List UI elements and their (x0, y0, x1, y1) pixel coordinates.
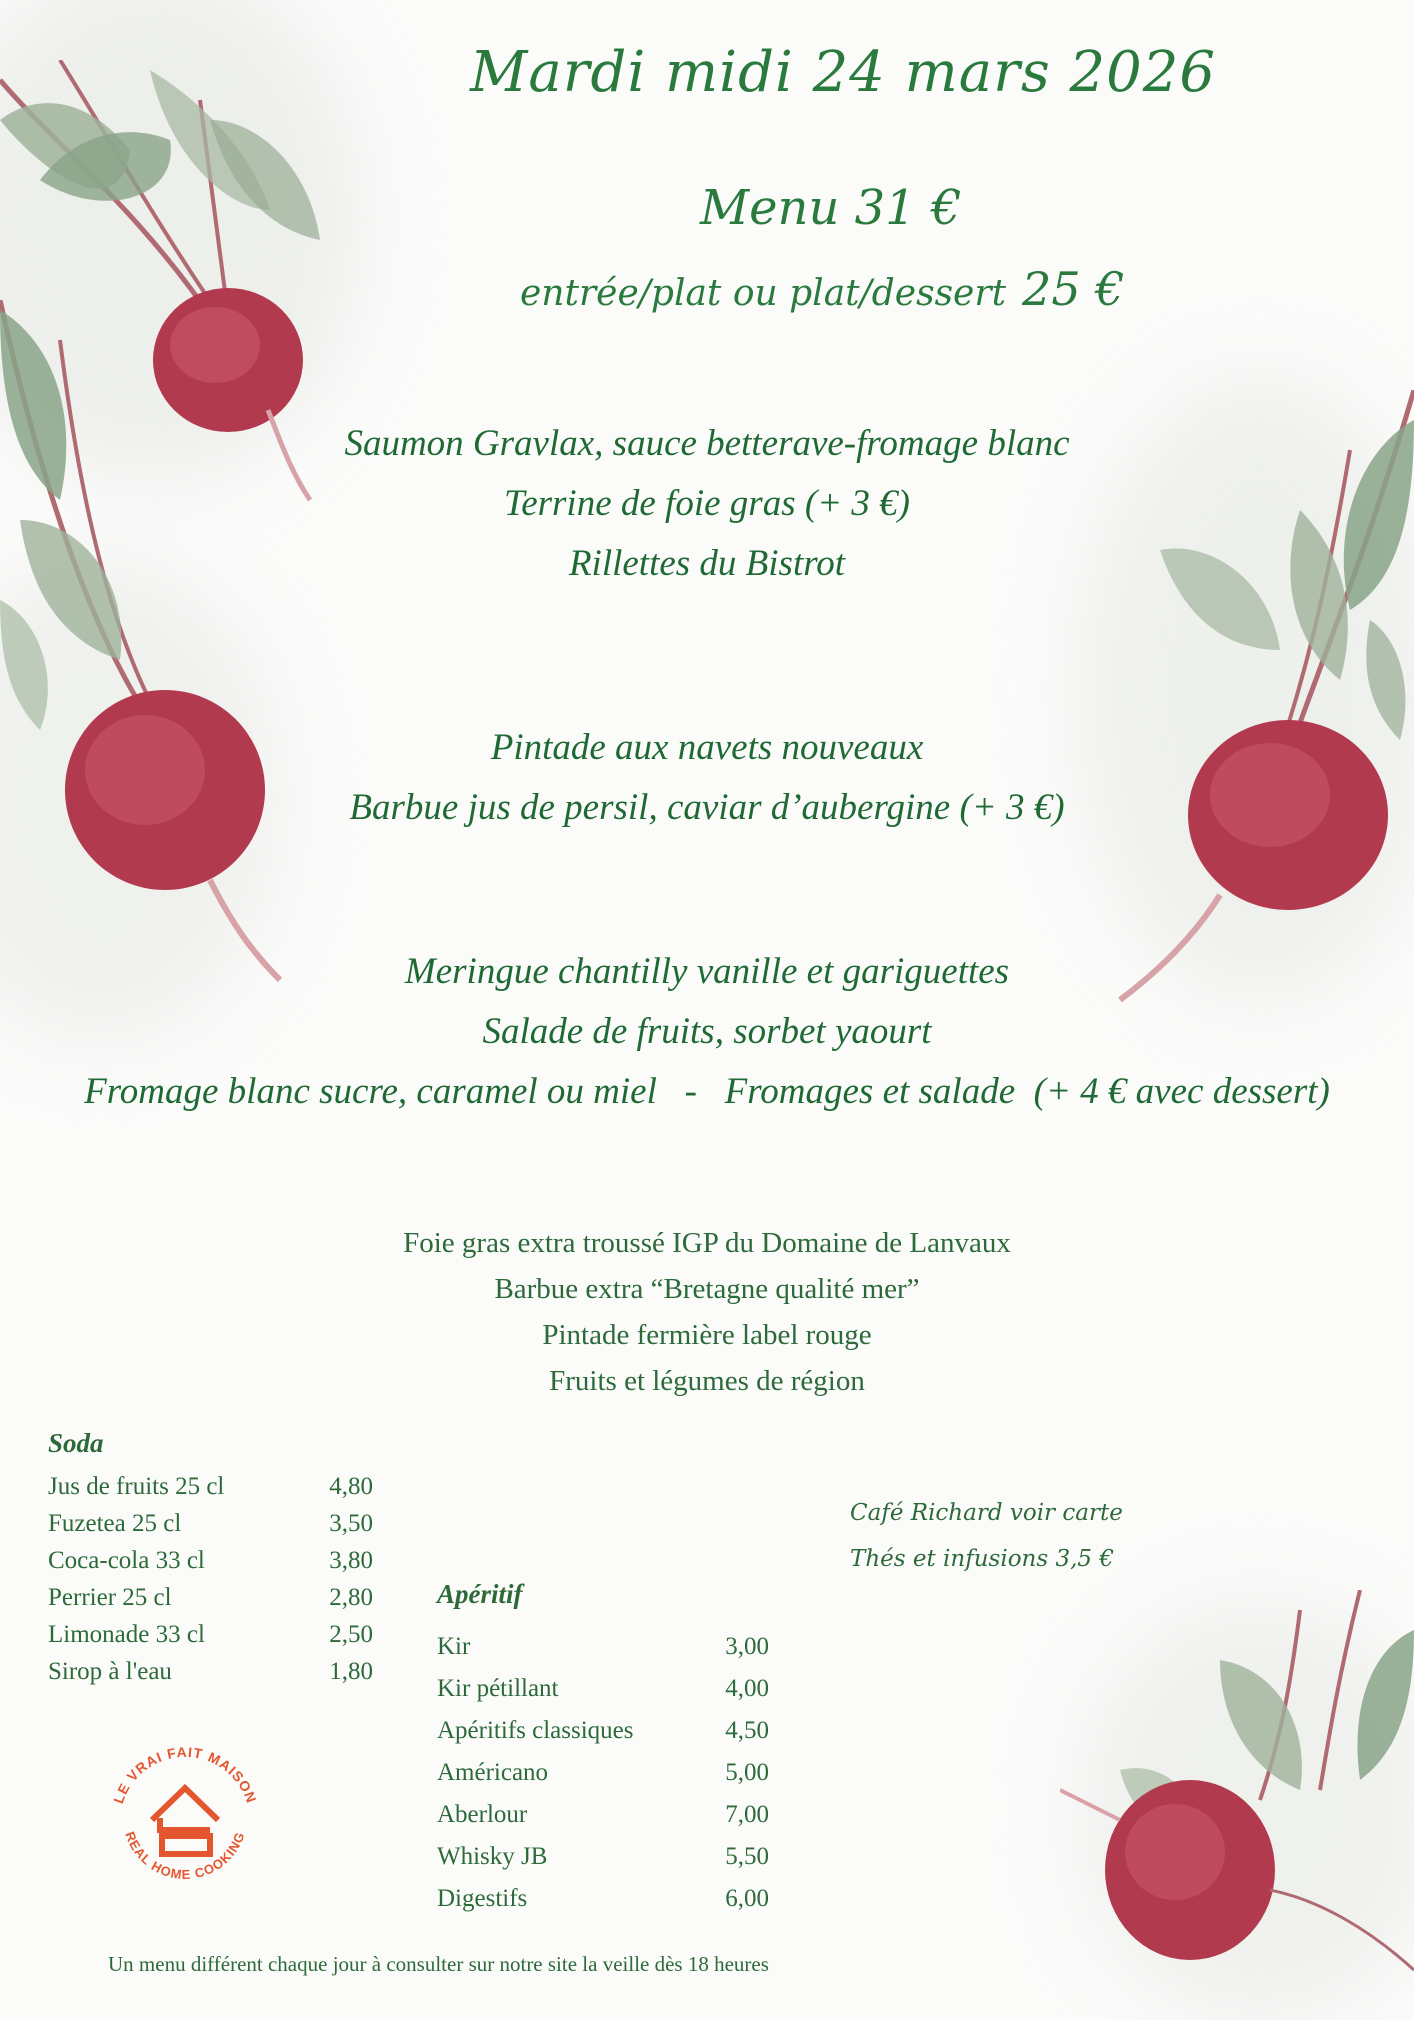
drink-price: 3,50 (329, 1510, 373, 1537)
drink-price: 4,00 (725, 1675, 769, 1702)
drink-price: 4,80 (329, 1473, 373, 1500)
sourcing-notes (0, 1220, 1414, 1404)
drink-name: Coca-cola 33 cl (48, 1547, 205, 1574)
drink-name: Américano (437, 1759, 549, 1786)
source-line: Barbue extra “Bretagne qualité mer” (494, 1273, 920, 1305)
starter-item: Terrine de foie gras (+ 3 €) (504, 483, 910, 524)
starter-item: Rillettes du Bistrot (568, 543, 846, 584)
fait-maison-logo (100, 1730, 270, 1900)
drink-price: 3,80 (329, 1547, 373, 1574)
soda-row (48, 1653, 373, 1690)
aperitif-row (437, 1668, 769, 1710)
soda-row (48, 1616, 373, 1653)
drink-name: Sirop à l'eau (48, 1658, 172, 1685)
aperitif-row (437, 1752, 769, 1794)
soda-row (48, 1579, 373, 1616)
drink-price: 5,50 (725, 1843, 769, 1870)
beet-illustration (1060, 1590, 1414, 2000)
aperitif-row (437, 1878, 769, 1920)
dessert-item: Salade de fruits, sorbet yaourt (482, 1011, 932, 1052)
drink-name: Kir (437, 1633, 471, 1660)
drink-price: 3,00 (725, 1633, 769, 1660)
source-line: Foie gras extra troussé IGP du Domaine de Lanvaux (403, 1227, 1011, 1259)
soda-row (48, 1468, 373, 1505)
drink-price: 2,50 (329, 1621, 373, 1648)
menu-price: Menu 31 € (700, 180, 962, 236)
drink-price: 1,80 (329, 1658, 373, 1685)
source-line: Pintade fermière label rouge (542, 1319, 872, 1351)
menu-date: Mardi midi 24 mars 2026 (470, 40, 1216, 105)
drink-price: 4,50 (725, 1717, 769, 1744)
drink-name: Fuzetea 25 cl (48, 1510, 182, 1537)
svg-text:LE VRAI FAIT MAISON (110, 1744, 260, 1806)
starter-item: Saumon Gravlax, sauce betterave-fromage blanc (344, 423, 1070, 464)
drink-name: Perrier 25 cl (48, 1584, 172, 1611)
drink-name: Aberlour (437, 1801, 528, 1828)
formula-price: 25 € (1022, 262, 1125, 316)
logo-bottom-text: REAL HOME COOKING (122, 1829, 248, 1883)
aperitif-row (437, 1836, 769, 1878)
dessert-item: Meringue chantilly vanille et gariguettes (404, 951, 1010, 992)
main-item: Barbue jus de persil, caviar d’aubergine (+ 3 €) (349, 787, 1065, 828)
aperitif-list (437, 1574, 769, 1920)
aperitif-title: Apéritif (437, 1579, 523, 1609)
logo-top-text: LE VRAI FAIT MAISON (109, 1743, 261, 1806)
cafe-notes (850, 1490, 1250, 1582)
drink-name: Kir pétillant (437, 1675, 559, 1702)
drink-price: 7,00 (725, 1801, 769, 1828)
drink-price: 2,80 (329, 1584, 373, 1611)
drink-price: 5,00 (725, 1759, 769, 1786)
drink-name: Limonade 33 cl (48, 1621, 205, 1648)
mains-section (0, 718, 1414, 838)
tea-line: Thés et infusions 3,5 € (850, 1546, 1114, 1572)
starters-section (0, 414, 1414, 594)
footer-note: Un menu différent chaque jour à consulter sur notre site la veille dès 18 heures (108, 1952, 769, 1976)
drink-name: Whisky JB (437, 1843, 548, 1870)
soda-row (48, 1505, 373, 1542)
dessert-item: Fromage blanc sucre, caramel ou miel - Fromages et salade (+ 4 € avec dessert) (84, 1071, 1330, 1112)
beet-illustration (0, 300, 300, 990)
desserts-section (0, 942, 1414, 1122)
formula-text: entrée/plat ou plat/dessert (520, 273, 1007, 314)
soda-row (48, 1542, 373, 1579)
aperitif-row (437, 1710, 769, 1752)
drink-name: Apéritifs classiques (437, 1717, 634, 1744)
aperitif-row (437, 1794, 769, 1836)
source-line: Fruits et légumes de région (549, 1365, 865, 1397)
cafe-line: Café Richard voir carte (850, 1500, 1123, 1526)
drink-name: Digestifs (437, 1885, 528, 1912)
soda-list (48, 1428, 373, 1690)
drink-price: 6,00 (725, 1885, 769, 1912)
soda-title: Soda (48, 1428, 104, 1458)
aperitif-row (437, 1626, 769, 1668)
main-item: Pintade aux navets nouveaux (490, 727, 924, 768)
drink-name: Jus de fruits 25 cl (48, 1473, 225, 1500)
formula-line (520, 262, 1240, 316)
house-icon (152, 1788, 218, 1854)
